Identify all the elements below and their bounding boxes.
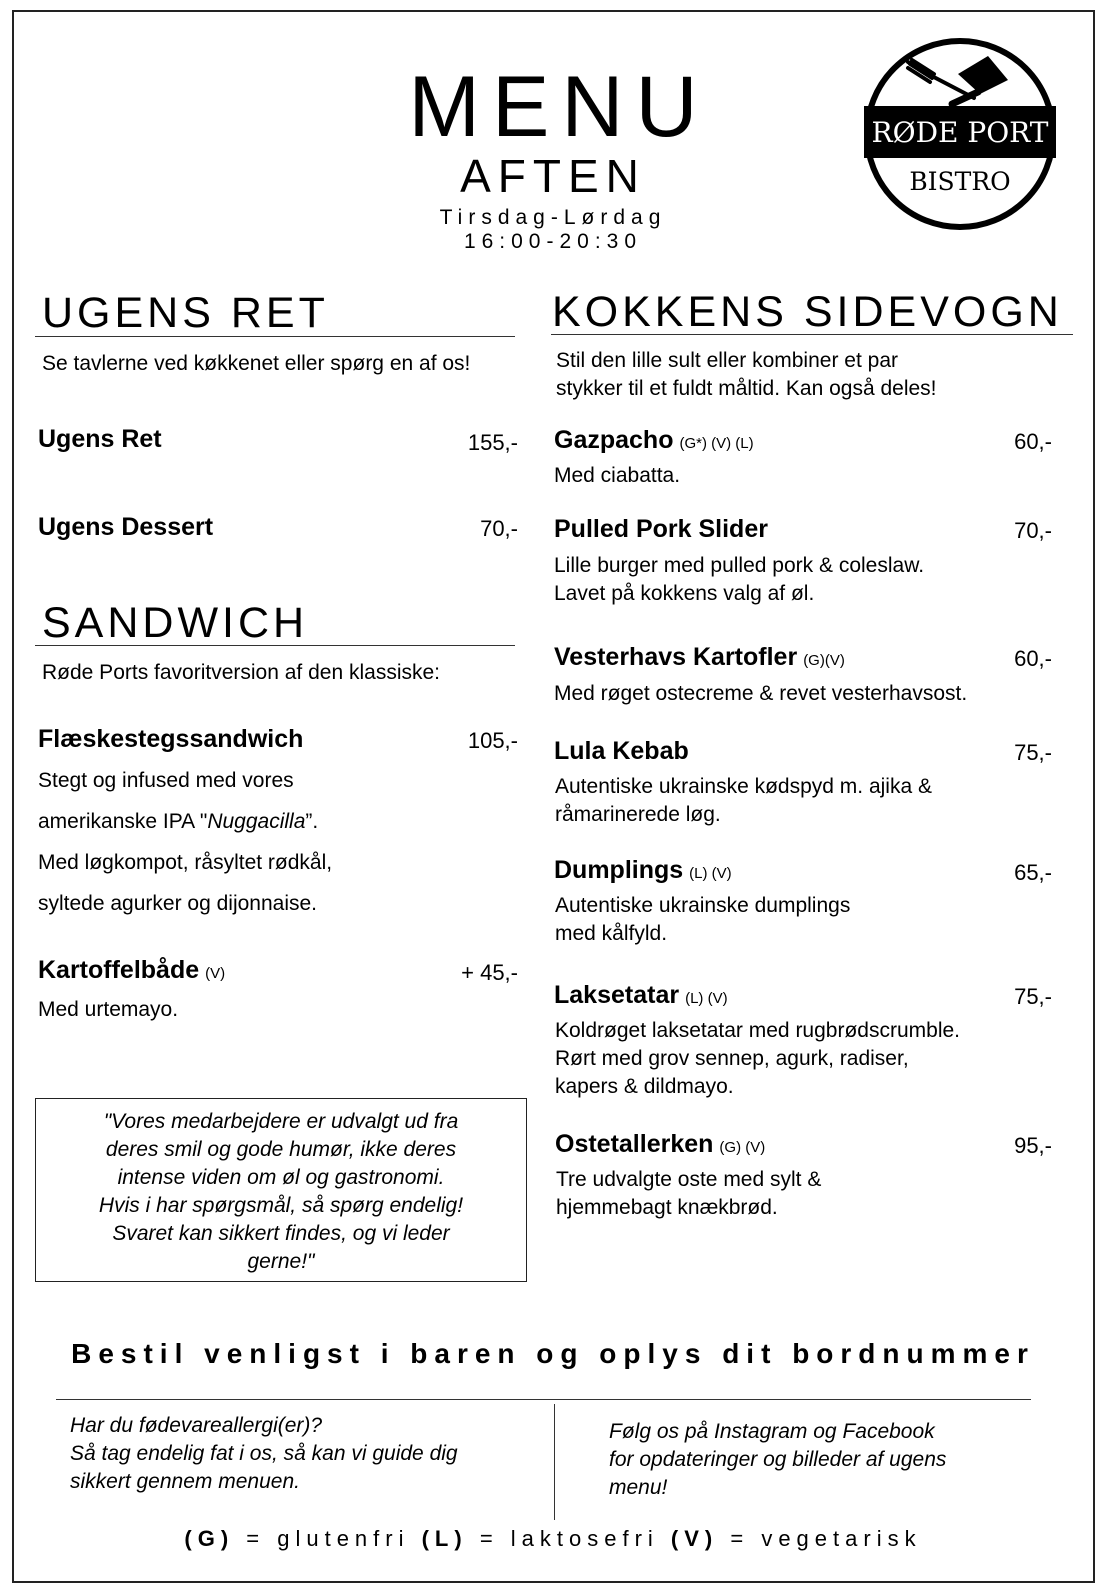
desc-line: Med løgkompot, råsyltet rødkål, [38,851,333,874]
menu-item-price: 75,- [1014,984,1052,1009]
menu-item-price: 70,- [1014,518,1052,543]
menu-item-price: 65,- [1014,860,1052,885]
menu-item-name [554,642,845,676]
diet-tags: (L) (V) [689,865,732,882]
menu-item-price: 105,- [467,728,518,753]
menu-item-price: 60,- [1014,646,1052,671]
desc-line [38,801,478,842]
legend-code: (V) [670,1526,719,1551]
section-heading-ugens: UGENS RET [42,289,329,337]
diet-tags: (L) (V) [685,990,728,1007]
item-title: Laksetatar [554,981,680,1009]
menu-item-description [38,760,478,924]
menu-item-name [554,980,728,1014]
legend-text: = glutenfri [234,1526,422,1551]
item-title: Pulled Pork Slider [554,515,768,543]
social-note [609,1418,946,1502]
desc-text: amerikanske IPA " [38,810,208,833]
desc-line: Stegt og infused med vores [38,769,294,792]
intro-line: stykker til et fuldt måltid. Kan også deles! [556,377,937,400]
footer-column-divider [554,1404,555,1520]
section-heading-sidevogn: KOKKENS SIDEVOGN [552,288,1063,336]
menu-item-description [556,1166,821,1222]
menu-item-price: 75,- [1014,740,1052,765]
diet-tags: (G*) (V) (L) [679,435,754,452]
intro-line: Stil den lille sult eller kombiner et par [556,349,898,372]
social-line: menu! [609,1476,668,1499]
opening-days: Tirsdag-Lørdag [439,206,667,229]
allergy-note [70,1412,458,1496]
item-title: Ostetallerken [555,1130,714,1158]
opening-time: 16:00-20:30 [463,230,643,253]
logo-sub: BISTRO [909,167,1011,196]
section-heading-sandwich: SANDWICH [42,599,309,647]
menu-item-description [554,680,967,708]
menu-item-description [555,773,932,829]
legend-code: (G) [184,1526,235,1551]
allergy-line: sikkert gennem menuen. [70,1470,300,1493]
menu-item-name [555,1129,765,1163]
item-title: Kartoffelbåde [38,956,200,984]
desc-line: Lille burger med pulled pork & coleslaw. [554,554,925,577]
desc-line: Koldrøget laksetatar med rugbrødscrumble. [555,1019,960,1042]
desc-line: Med røget ostecreme & revet vesterhavsost. [554,682,968,705]
menu-item-name: Ugens Dessert [38,513,214,541]
menu-item-name [554,514,768,544]
beer-name: Nuggacilla [207,810,306,833]
quote-line: intense viden om øl og gastronomi. [117,1166,445,1189]
menu-item-name [38,955,225,989]
item-title: Dumplings [554,856,684,884]
diet-tags: (G) (V) [719,1139,766,1156]
footer-divider [56,1399,1031,1400]
item-title: Lula Kebab [554,737,689,765]
legend-text: = vegetarisk [718,1526,922,1551]
menu-item-price: 70,- [480,516,518,541]
legend-text: = laktosefri [467,1526,671,1551]
diet-tags: (V) [205,965,226,982]
divider [551,334,1073,335]
menu-item-name: Ugens Ret [38,425,162,453]
staff-quote [35,1098,527,1282]
quote-line: Hvis i har spørgsmål, så spørg endelig! [98,1194,464,1217]
logo-name: RØDE PORT [871,116,1049,149]
section-intro-sidevogn [556,347,937,403]
section-intro-sandwich: Røde Ports favoritversion af den klassiske: [42,661,440,684]
quote-line: Svaret kan sikkert findes, og vi leder [112,1222,450,1245]
menu-subtitle: AFTEN [460,150,646,202]
desc-text: ”. [305,810,319,833]
menu-item-name [554,425,754,459]
menu-item-name [554,736,689,766]
divider [35,336,515,337]
menu-item-description [555,1017,960,1101]
menu-item-description [555,892,850,948]
social-line: Følg os på Instagram og Facebook [609,1420,935,1443]
item-title: Vesterhavs Kartofler [554,643,798,671]
desc-line: kapers & dildmayo. [555,1075,734,1098]
desc-line: Rørt med grov sennep, agurk, radiser, [555,1047,909,1070]
diet-tags: (G)(V) [803,652,845,669]
legend-code: (L) [421,1526,468,1551]
desc-line: Autentiske ukrainske kødspyd m. ajika & [555,775,932,798]
menu-item-price: 60,- [1014,429,1052,454]
item-title: Gazpacho [554,426,674,454]
social-line: for opdateringer og billeder af ugens [609,1448,947,1471]
menu-title: MENU [408,59,710,155]
menu-item-description [554,462,680,490]
desc-line: Autentiske ukrainske dumplings [555,894,851,917]
desc-line: med kålfyld. [555,922,668,945]
desc-line: hjemmebagt knækbrød. [556,1196,778,1219]
menu-item-description: Med urtemayo. [38,998,179,1021]
diet-legend [0,1524,1106,1554]
menu-item-price: 155,- [467,430,518,455]
quote-line: deres smil og gode humør, ikke deres [105,1138,457,1161]
quote-line: gerne!" [247,1250,315,1273]
quote-line: "Vores medarbejdere er udvalgt ud fra [103,1110,459,1133]
order-instruction: Bestil venligst i baren og oplys dit bordnummer [71,1338,1035,1369]
logo [862,36,1058,232]
menu-item-price: + 45,- [461,960,518,985]
menu-item-name [554,855,732,889]
desc-line: syltede agurker og dijonnaise. [38,892,318,915]
desc-line: Tre udvalgte oste med sylt & [556,1168,822,1191]
divider [35,645,515,646]
allergy-line: Så tag endelig fat i os, så kan vi guide dig [70,1442,458,1465]
desc-line: Lavet på kokkens valg af øl. [554,582,815,605]
desc-line: Med ciabatta. [554,464,681,487]
section-intro-ugens: Se tavlerne ved køkkenet eller spørg en af os! [42,352,471,375]
menu-item-description [554,552,924,608]
menu-item-price: 95,- [1014,1133,1052,1158]
menu-item-name: Flæskestegssandwich [38,725,304,753]
allergy-line: Har du fødevareallergi(er)? [70,1414,323,1437]
desc-line: råmarinerede løg. [555,803,721,826]
